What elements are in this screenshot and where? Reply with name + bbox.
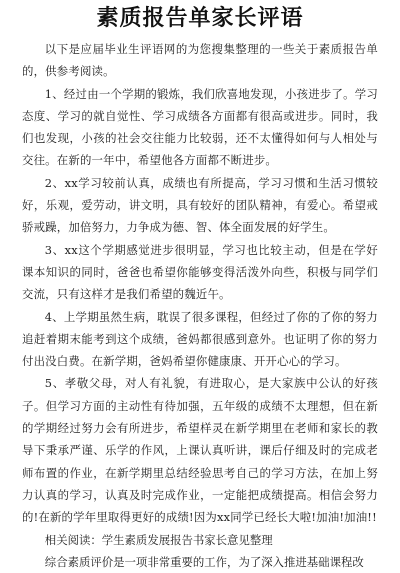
comment-paragraph-3: 3、xx这个学期感觉进步很明显，学习也比较主动，但是在学好课本知识的同时，爸爸也希望你能够变得活泼外向些，积极与同学们交流，只有这样才是我们希望的魏近午。 xyxy=(22,242,378,302)
related-reading-link[interactable]: 相关阅读：学生素质发展报告书家长意见整理 xyxy=(44,532,273,547)
comment-paragraph-4: 4、上学期虽然生病，耽误了很多课程，但经过了你的了你的努力追赶着期末能考到这个成绩，爸妈都很感到意外。也证明了你的努力付出没白费。在新学期，爸妈希望你健康康、开开心心的学习。 xyxy=(22,309,378,369)
document-title: 素质报告单家长评语 xyxy=(96,5,304,31)
comment-paragraph-5: 5、孝敬父母，对人有礼貌，有进取心，是大家族中公认的好孩子。但学习方面的主动性有待加强，五年级的成绩不太理想，但在新的学期经过努力会有所进步，希望样灵在新学期里在老师和家长的教导下秉承严谨、乐学的作风，上课认真听讲，课后仔细及时的完成老师布置的作业，在新学期里总结经验思考自己的学习方法，在加上努力认真的学习，认真及时完成作业，一定能把成绩提高。相信会努力的!在新的学年里取得更好的成绩!因为xx同学已经长大啦!加油!加油!! xyxy=(22,376,378,525)
intro-paragraph: 以下是应届毕业生评语网的为您搜集整理的一些关于素质报告单的，供参考阅读。 xyxy=(22,42,378,79)
comment-paragraph-1: 1、经过由一个学期的锻炼，我们欣喜地发现，小孩进步了。学习态度、学习的就自觉性、学习成绩各方面都有很高或进步。同时，我们也发现，小孩的社会交往能力比较弱，还不太懂得如何与人相处与交往。在新的一年中，希望他各方面都不断进步。 xyxy=(22,86,378,168)
comment-paragraph-2: 2、xx学习较前认真，成绩也有所提高，学习习惯和生活习惯较好，乐观，爱劳动，讲文明，具有较好的团队精神，有爱心。希望戒骄戒躁，加倍努力，力争成为德、智、体全面发展的好学生。 xyxy=(22,175,378,235)
continuation-line: 综合素质评价是一项非常重要的工作，为了深入推进基础课程改 xyxy=(44,554,364,569)
